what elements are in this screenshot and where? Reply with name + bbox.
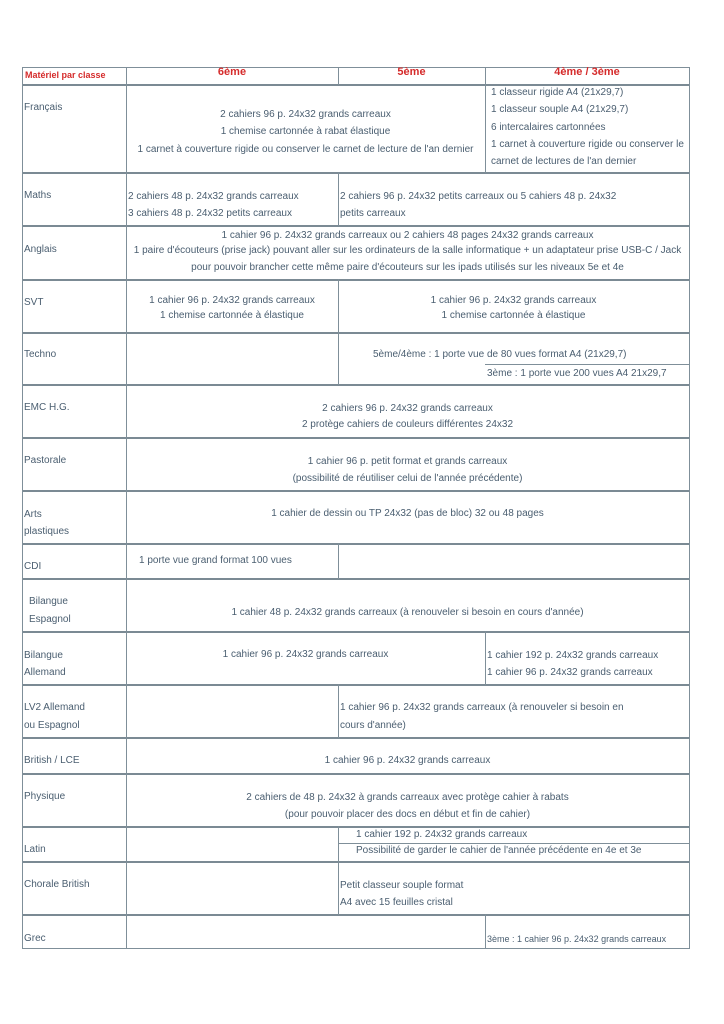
row-label: Grec [24,933,46,944]
row-label: Bilangue [29,596,68,607]
cell-text: 1 classeur souple A4 (21x29,7) [491,104,629,115]
cell-text: 1 cahier 96 p. 24x32 grands carreaux [487,667,653,678]
row-line [22,948,690,949]
row-line [22,490,690,492]
cell-text: 1 chemise cartonnée à élastique [160,310,304,321]
header-col-6: 6ème [217,66,247,78]
cell-text: 2 cahiers 48 p. 24x32 grands carreaux [128,191,299,202]
cell-text: (pour pouvoir placer des docs en début et fin de cahier) [284,809,531,820]
row-line [22,631,690,633]
cell-text: 2 cahiers 96 p. 24x32 petits carreaux ou 5 cahiers 48 p. 24x32 [340,191,617,202]
col-line [338,543,339,579]
col-line [485,914,486,949]
cell-text: pour pouvoir brancher cette même paire d'écouteurs sur les ipads utilisés sur les niveaux 5e et 4e [191,262,624,273]
cell-text: 1 porte vue grand format 100 vues [139,555,292,566]
col-line [338,826,339,862]
cell-text: 1 cahier de dessin ou TP 24x32 (pas de bloc) 32 ou 48 pages [271,508,544,519]
cell-text: 1 paire d'écouteurs (prise jack) pouvant aller sur les ordinateurs de la salle informatique + un adaptateur prise USB-C / Jack [133,245,682,256]
cell-text: A4 avec 15 feuilles cristal [340,897,453,908]
cell-text: 1 cahier 192 p. 24x32 grands carreaux [356,829,528,840]
header-col-5: 5ème [397,66,426,78]
cell-text: 1 cahier 192 p. 24x32 grands carreaux [487,650,659,661]
cell-text: 2 protège cahiers de couleurs différentes 24x32 [301,419,514,430]
row-line [22,914,690,916]
row-line [22,279,690,281]
cell-text: 6 intercalaires cartonnées [491,122,606,133]
cell-text: 3 cahiers 48 p. 24x32 petits carreaux [128,208,292,219]
cell-text: 1 cahier 96 p. petit format et grands carreaux [307,456,508,467]
col-line [485,631,486,685]
row-line [22,172,690,174]
row-label: Pastorale [24,455,67,466]
row-line [22,437,690,439]
row-label: British / LCE [24,755,80,766]
row-label: Anglais [24,244,57,255]
row-label: Techno [24,349,57,360]
row-label: CDI [24,561,42,572]
cell-text: 1 cahier 96 p. 24x32 grands carreaux [222,649,389,660]
row-label: Maths [24,190,52,201]
cell-text: Possibilité de garder le cahier de l'année précédente en 4e et 3e [356,845,642,856]
col-line [689,67,690,949]
cell-text: 1 carnet à couverture rigide ou conserver le [491,139,684,150]
cell-text: carnet de lectures de l'an dernier [491,156,637,167]
cell-text: 1 cahier 96 p. 24x32 grands carreaux (à renouveler si besoin en [340,702,624,713]
col-line [22,67,23,949]
row-label: Allemand [24,667,66,678]
col-line [485,67,486,173]
row-label: Espagnol [29,614,71,625]
row-label: Chorale British [24,879,90,890]
row-line [22,684,690,686]
cell-text: 1 carnet à couverture rigide ou conserver le carnet de lecture de l'an dernier [137,144,474,155]
cell-text: 1 chemise cartonnée à élastique [441,310,586,321]
row-label: Arts [24,509,42,520]
cell-text: 1 chemise cartonnée à rabat élastique [220,126,391,137]
cell-text: 2 cahiers 96 p. 24x32 grands carreaux [220,109,391,120]
col-line [338,684,339,738]
row-label: plastiques [24,526,70,537]
cell-text: Petit classeur souple format [340,880,464,891]
cell-text: 2 cahiers 96 p. 24x32 grands carreaux [322,403,493,414]
cell-text: 5ème/4ème : 1 porte vue de 80 vues format A4 (21x29,7) [373,349,627,360]
col-line [338,861,339,915]
row-label: ou Espagnol [24,720,80,731]
header-corner: Matériel par classe [25,70,106,80]
cell-text: petits carreaux [340,208,406,219]
cell-text: (possibilité de réutiliser celui de l'année précédente) [292,473,523,484]
row-line [22,543,690,545]
row-line [22,861,690,863]
row-label: SVT [24,297,44,308]
cell-text: 2 cahiers de 48 p. 24x32 à grands carreaux avec protège cahier à rabats [246,792,569,803]
cell-text: 1 cahier 96 p. 24x32 grands carreaux [430,295,597,306]
cell-text: cours d'année) [340,720,406,731]
cell-text: 3ème : 1 porte vue 200 vues A4 21x29,7 [487,368,667,379]
row-label: LV2 Allemand [24,702,85,713]
row-label: Physique [24,791,66,802]
row-label: Français [24,102,63,113]
col-line [338,172,339,226]
row-line [22,737,690,739]
row-label: Latin [24,844,46,855]
cell-text: 1 classeur rigide A4 (21x29,7) [491,87,624,98]
row-label: EMC H.G. [24,402,70,413]
row-label: Bilangue [24,650,63,661]
header-col-4-3: 4ème / 3ème [554,66,620,78]
cell-text: 1 cahier 96 p. 24x32 grands carreaux ou 2 cahiers 48 pages 24x32 grands carreaux [221,230,594,241]
row-line [22,773,690,775]
cell-text: 1 cahier 96 p. 24x32 grands carreaux [149,295,315,306]
cell-text: 1 cahier 96 p. 24x32 grands carreaux [324,755,491,766]
col-line [338,332,339,385]
row-line [22,578,690,580]
row-line [22,384,690,386]
cell-text: 3ème : 1 cahier 96 p. 24x32 grands carreaux [487,934,667,944]
cell-text: 1 cahier 48 p. 24x32 grands carreaux (à renouveler si besoin en cours d'année) [231,607,584,618]
row-line [22,332,690,334]
